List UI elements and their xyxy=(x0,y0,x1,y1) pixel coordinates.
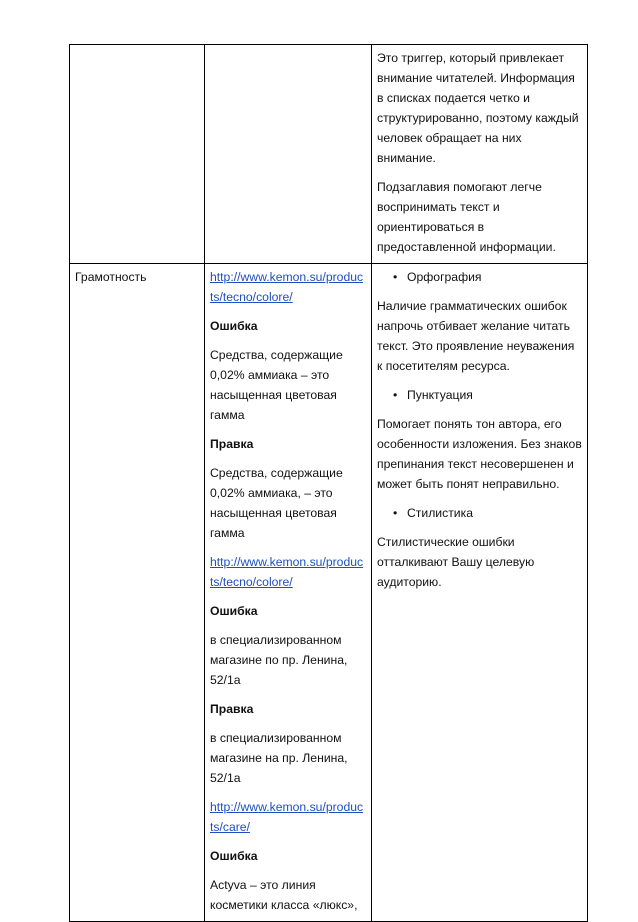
bullet-item: • Стилистика xyxy=(393,503,582,523)
example-link[interactable]: http://www.kemon.su/products/tecno/colore/ xyxy=(210,555,364,589)
table-row xyxy=(70,264,588,922)
example-link[interactable]: http://www.kemon.su/products/care/ xyxy=(210,800,364,834)
bullet-list xyxy=(377,267,582,287)
error-label: Ошибка xyxy=(210,849,258,863)
error-label: Ошибка xyxy=(210,604,258,618)
fix-label: Правка xyxy=(210,702,254,716)
table-row xyxy=(70,45,588,264)
bullet-item: • Пунктуация xyxy=(393,385,582,405)
error-label: Ошибка xyxy=(210,319,258,333)
example-link[interactable]: http://www.kemon.su/products/tecno/colore/ xyxy=(210,270,364,304)
bullet-item: • Орфография xyxy=(393,267,582,287)
table-cell-examples xyxy=(205,264,372,922)
paragraph: Наличие грамматических ошибок напрочь отбивает желание читать текст. Это проявление неуважения к посетителям ресурса. xyxy=(377,299,575,373)
bullet-list xyxy=(377,503,582,523)
paragraph: Стилистические ошибки отталкивают Вашу целевую аудиторию. xyxy=(377,535,535,589)
paragraph: Помогает понять тон автора, его особенности изложения. Без знаков препинания текст несовершенен и может быть понят неправильно. xyxy=(377,417,582,491)
error-text: Средства, содержащие 0,02% аммиака – это насыщенная цветовая гамма xyxy=(210,348,343,422)
paragraph: Подзаглавия помогают легче воспринимать текст и ориентироваться в предоставленной информации. xyxy=(377,180,556,254)
content-table xyxy=(69,44,588,922)
criterion-label: Грамотность xyxy=(75,270,147,284)
table-cell-empty-1 xyxy=(70,45,205,264)
table-cell-description xyxy=(372,45,588,264)
table-cell-empty-2 xyxy=(205,45,372,264)
error-text: Actyva – это линия косметики класса «люкс», xyxy=(210,878,358,912)
fix-label: Правка xyxy=(210,437,254,451)
error-text: в специализированном магазине по пр. Ленина, 52/1а xyxy=(210,633,348,687)
bullet-list xyxy=(377,385,582,405)
fix-text: в специализированном магазине на пр. Ленина, 52/1а xyxy=(210,731,348,785)
paragraph: Это триггер, который привлекает внимание читателей. Информация в списках подается четко и структурированно, поэтому каждый человек обращает на них внимание. xyxy=(377,51,579,165)
fix-text: Средства, содержащие 0,02% аммиака, – это насыщенная цветовая гамма xyxy=(210,466,343,540)
table-cell-explanations xyxy=(372,264,588,922)
table-cell-criterion xyxy=(70,264,205,922)
